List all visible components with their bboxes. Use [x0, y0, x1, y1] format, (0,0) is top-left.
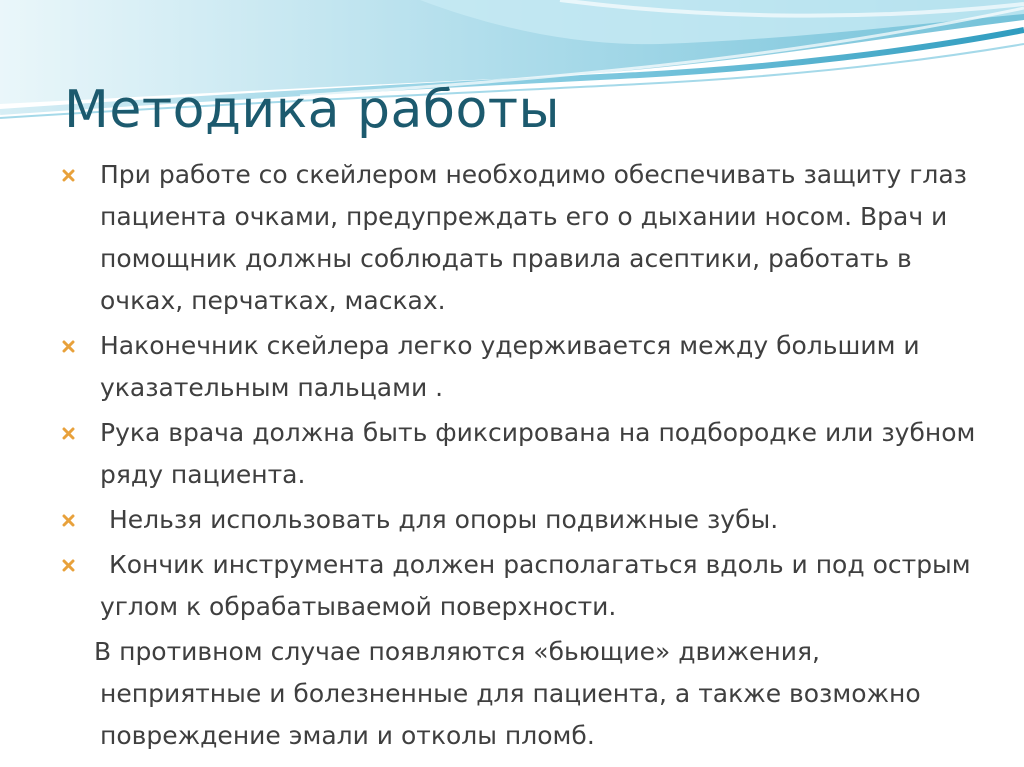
- list-item: [60, 499, 980, 541]
- note-paragraph: [60, 631, 980, 757]
- bullet-text: Нельзя использовать для опоры подвижные зубы.: [109, 505, 779, 534]
- x-bullet-icon: [62, 427, 75, 440]
- x-bullet-icon: [62, 514, 75, 527]
- list-item: [60, 412, 980, 496]
- x-bullet-icon: [62, 340, 75, 353]
- note-text: В противном случае появляются «бьющие» движения, неприятные и болезненные для пациента, а также возможно повреждение эмали и отколы пломб.: [94, 637, 921, 750]
- x-bullet-icon: [62, 559, 75, 572]
- bullet-text: Кончик инструмента должен располагаться вдоль и под острым углом к обрабатываемой поверхности.: [100, 550, 971, 621]
- list-item: [60, 154, 980, 322]
- bullet-text: При работе со скейлером необходимо обеспечивать защиту глаз пациента очками, предупреждать его о дыхании носом. Врач и помощник должны соблюдать правила асептики, работать в очках, перчатках, масках.: [100, 160, 967, 315]
- list-item: [60, 325, 980, 409]
- list-item: [60, 544, 980, 628]
- bullet-text: Рука врача должна быть фиксирована на подбородке или зубном ряду пациента.: [100, 418, 976, 489]
- slide-title: Методика работы: [64, 80, 561, 140]
- x-bullet-icon: [62, 169, 75, 182]
- bullet-list: [60, 154, 980, 757]
- bullet-text: Наконечник скейлера легко удерживается между большим и указательным пальцами .: [100, 331, 920, 402]
